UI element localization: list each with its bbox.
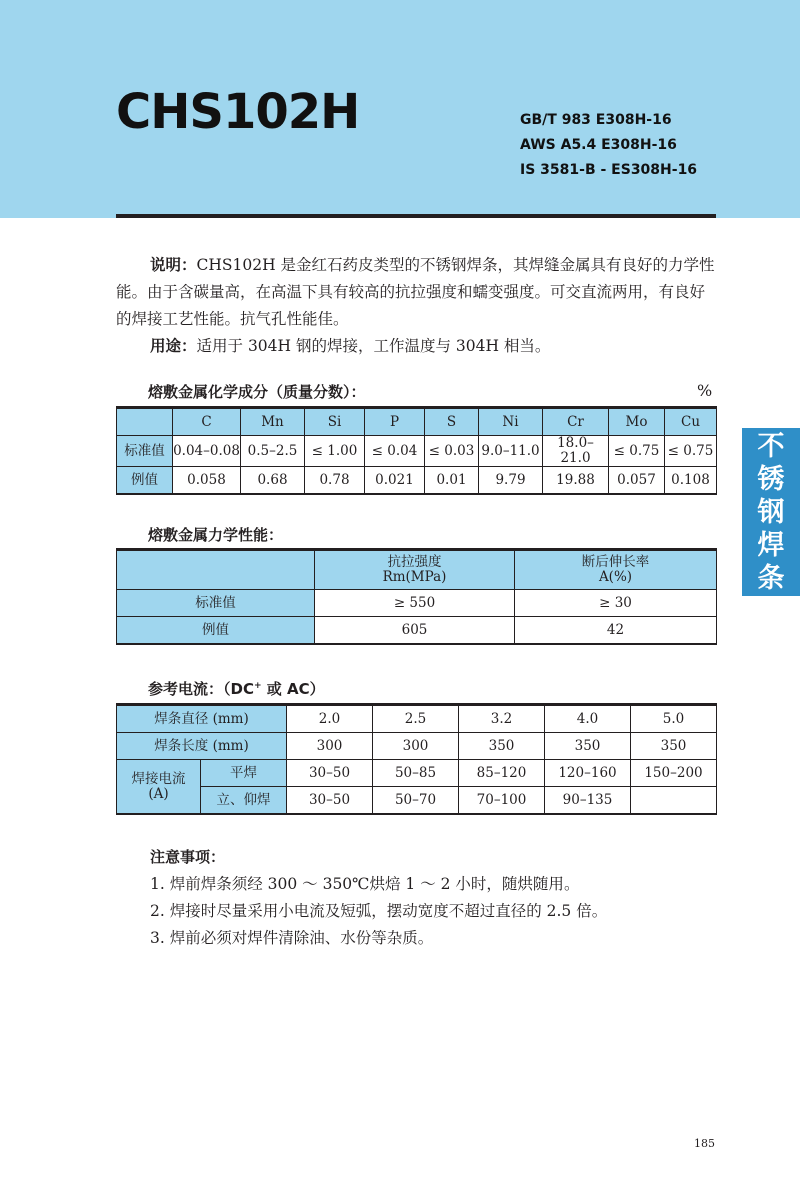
table-header: Mo: [609, 408, 665, 436]
table-cell: 30–50: [287, 760, 373, 787]
header-rule: [116, 214, 716, 218]
product-title: CHS102H: [116, 84, 360, 140]
side-tab-char: 不: [757, 430, 785, 462]
current-table: [116, 703, 717, 815]
table-header-empty: [117, 550, 315, 590]
table-cell: ≤ 0.03: [425, 436, 479, 467]
elongation-header: 断后伸长率: [581, 554, 650, 570]
table-cell: 605: [315, 617, 515, 645]
table-row: [117, 590, 717, 617]
side-tab-char: 条: [757, 562, 785, 594]
table-cell: ≥ 30: [515, 590, 717, 617]
standard-is: IS 3581-B - ES308H-16: [520, 162, 698, 178]
table-cell: 0.78: [305, 467, 365, 495]
intro-section: [116, 252, 720, 360]
table-cell: 300: [373, 733, 459, 760]
table-row: [117, 733, 717, 760]
chem-header-row: [117, 408, 717, 436]
table-cell: 300: [287, 733, 373, 760]
table-cell: 120–160: [545, 760, 631, 787]
description-label: 说明：: [150, 256, 197, 274]
row-label: 例值: [117, 617, 315, 645]
table-header: Cu: [665, 408, 717, 436]
table-header: P: [365, 408, 425, 436]
row-label: 标准值: [117, 436, 173, 467]
table-cell: 50–85: [373, 760, 459, 787]
current-title-sup: +: [253, 681, 262, 691]
table-cell: 350: [631, 733, 717, 760]
table-cell: 85–120: [459, 760, 545, 787]
description-paragraph: [116, 252, 720, 333]
mech-table: [116, 548, 717, 645]
usage-label: 用途：: [150, 337, 197, 355]
page-number: 185: [694, 1137, 715, 1150]
table-cell: [631, 787, 717, 815]
table-cell: 19.88: [543, 467, 609, 495]
row-label: 立、仰焊: [201, 787, 287, 815]
table-cell: ≥ 550: [315, 590, 515, 617]
current-unit: (A): [148, 785, 169, 802]
side-tab-char: 钢: [757, 496, 785, 528]
table-cell: 0.5–2.5: [241, 436, 305, 467]
chem-title: 熔敷金属化学成分（质量分数）：: [148, 383, 366, 401]
current-label: 焊接电流: [131, 770, 186, 787]
standard-aws: AWS A5.4 E308H-16: [520, 137, 677, 153]
table-header: Mn: [241, 408, 305, 436]
table-cell: 2.5: [373, 705, 459, 733]
table-header: [117, 408, 173, 436]
usage-paragraph: [116, 333, 720, 360]
current-title: [148, 678, 325, 699]
mech-header-row: [117, 550, 717, 590]
usage-text: 适用于 304H 钢的焊接，工作温度与 304H 相当。: [196, 337, 551, 355]
row-group-label: [117, 760, 201, 815]
table-row: [117, 436, 717, 467]
table-cell: 50–70: [373, 787, 459, 815]
row-label: 标准值: [117, 590, 315, 617]
chem-table: [116, 406, 717, 495]
table-cell: 9.79: [479, 467, 543, 495]
mech-title: 熔敷金属力学性能：: [148, 526, 284, 544]
table-cell: 4.0: [545, 705, 631, 733]
table-cell: 2.0: [287, 705, 373, 733]
table-cell: 5.0: [631, 705, 717, 733]
table-cell: 90–135: [545, 787, 631, 815]
row-label: 例值: [117, 467, 173, 495]
table-cell: 0.021: [365, 467, 425, 495]
table-cell: ≤ 0.75: [665, 436, 717, 467]
row-label: 焊条直径 (mm): [117, 705, 287, 733]
description-text: CHS102H 是金红石药皮类型的不锈钢焊条，其焊缝金属具有良好的力学性能。由于含碳量高，在高温下具有较高的抗拉强度和蠕变强度。可交直流两用，有良好的焊接工艺性能。抗气孔性能佳。: [116, 256, 715, 328]
table-cell: 0.057: [609, 467, 665, 495]
table-header: S: [425, 408, 479, 436]
table-cell: 350: [459, 733, 545, 760]
side-tab: [742, 428, 800, 596]
table-cell: 9.0–11.0: [479, 436, 543, 467]
table-row: [117, 617, 717, 645]
table-cell: 18.0–21.0: [543, 436, 609, 467]
table-cell: 0.108: [665, 467, 717, 495]
table-cell: 30–50: [287, 787, 373, 815]
table-row: [117, 705, 717, 733]
current-title-text: 参考电流：（DC: [148, 680, 254, 698]
table-cell: 0.01: [425, 467, 479, 495]
tensile-header: 抗拉强度: [387, 554, 442, 570]
note-item: 1. 焊前焊条须经 300 ～ 350℃烘焙 1 ～ 2 小时，随烘随用。: [150, 875, 580, 893]
table-header: Si: [305, 408, 365, 436]
table-cell: 0.68: [241, 467, 305, 495]
table-cell: ≤ 0.75: [609, 436, 665, 467]
table-cell: 42: [515, 617, 717, 645]
note-item: 2. 焊接时尽量采用小电流及短弧，摆动宽度不超过直径的 2.5 倍。: [150, 902, 608, 920]
table-row: [117, 467, 717, 495]
table-row: [117, 787, 717, 815]
elongation-unit: A(%): [598, 569, 633, 585]
chem-unit: %: [697, 381, 713, 400]
table-cell: 70–100: [459, 787, 545, 815]
table-header: C: [173, 408, 241, 436]
standards-list: [520, 108, 697, 183]
table-cell: ≤ 1.00: [305, 436, 365, 467]
current-title-end: 或 AC）: [261, 680, 325, 698]
notes-section: [116, 844, 726, 952]
table-row: [117, 760, 717, 787]
notes-title: 注意事项：: [150, 848, 226, 866]
standard-gb: GB/T 983 E308H-16: [520, 112, 672, 128]
row-label: 平焊: [201, 760, 287, 787]
tensile-unit: Rm(MPa): [382, 569, 447, 585]
table-header: [315, 550, 515, 590]
row-label: 焊条长度 (mm): [117, 733, 287, 760]
side-tab-char: 焊: [757, 529, 785, 561]
table-header: Cr: [543, 408, 609, 436]
table-cell: ≤ 0.04: [365, 436, 425, 467]
note-item: 3. 焊前必须对焊件清除油、水份等杂质。: [150, 929, 434, 947]
table-cell: 350: [545, 733, 631, 760]
table-cell: 3.2: [459, 705, 545, 733]
table-cell: 150–200: [631, 760, 717, 787]
table-cell: 0.058: [173, 467, 241, 495]
table-cell: 0.04–0.08: [173, 436, 241, 467]
table-header: Ni: [479, 408, 543, 436]
side-tab-char: 锈: [757, 463, 785, 495]
table-header: [515, 550, 717, 590]
